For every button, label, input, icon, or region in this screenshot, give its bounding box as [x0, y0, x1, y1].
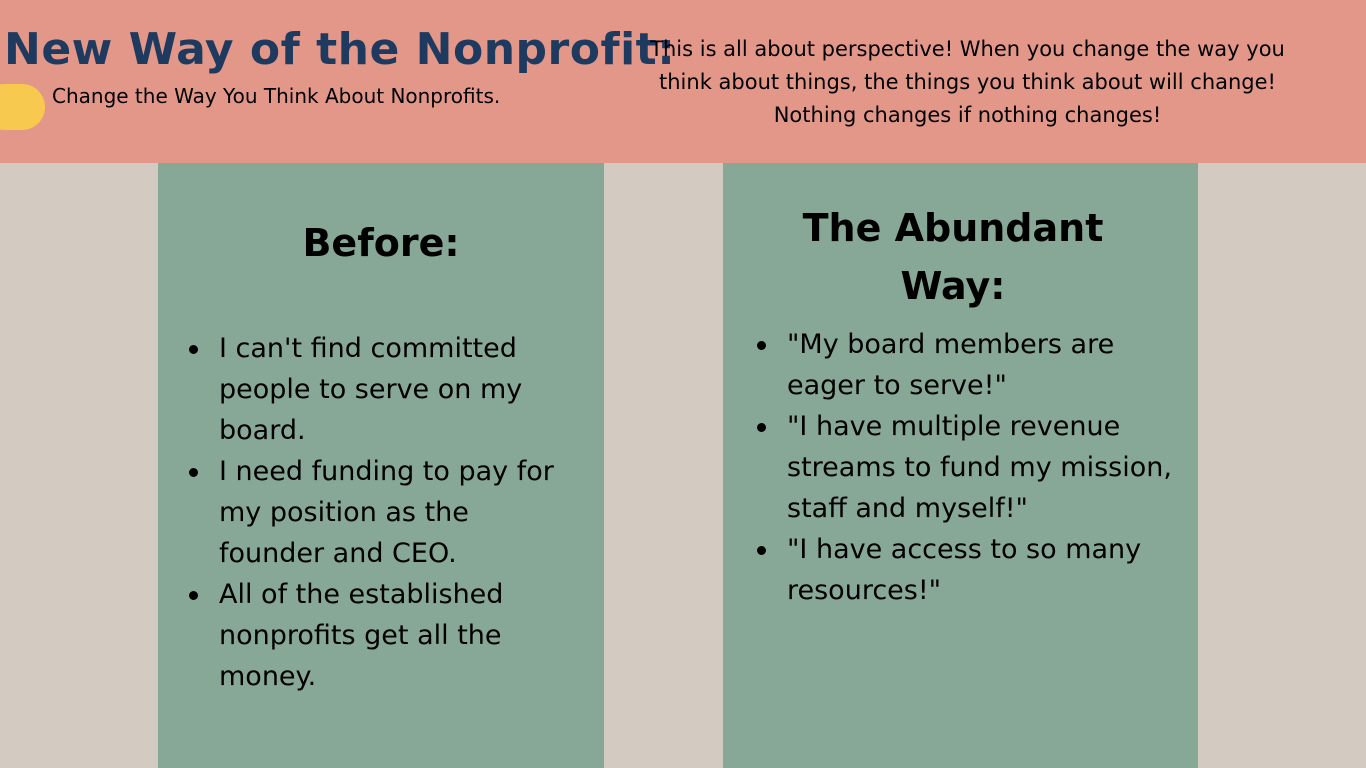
- list-item-text: I can't find committed people to serve on my board.: [219, 333, 523, 446]
- list-item-text: "My board members are eager to serve!": [787, 329, 1115, 401]
- before-heading: Before:: [302, 221, 460, 265]
- intro-text: This is all about perspective! When you change the way you think about things, the things you think about will change! Nothing changes if nothing changes!: [650, 37, 1285, 127]
- abundant-list: [787, 324, 1177, 611]
- accent-pill-shape: [0, 84, 45, 130]
- list-item: [787, 406, 1177, 529]
- list-item: [219, 574, 579, 697]
- page-title: New Way of the Nonprofit:: [4, 24, 676, 75]
- list-item: [219, 451, 579, 574]
- list-item-text: All of the established nonprofits get all the money.: [219, 579, 504, 692]
- bullet-icon: [189, 345, 198, 354]
- bullet-icon: [189, 591, 198, 600]
- bullet-icon: [757, 341, 766, 350]
- list-item: [219, 328, 579, 451]
- bullet-icon: [757, 546, 766, 555]
- header-banner: [0, 0, 1366, 163]
- abundant-heading: The Abundant Way:: [802, 206, 1104, 308]
- list-item-text: "I have access to so many resources!": [787, 534, 1142, 606]
- before-card: [158, 163, 604, 768]
- bullet-icon: [189, 468, 198, 477]
- list-item-text: I need funding to pay for my position as the founder and CEO.: [219, 456, 554, 569]
- page-subtitle: Change the Way You Think About Nonprofits.: [52, 84, 501, 108]
- bullet-icon: [757, 423, 766, 432]
- before-list: [219, 328, 579, 697]
- list-item: [787, 324, 1177, 406]
- list-item-text: "I have multiple revenue streams to fund my mission, staff and myself!": [787, 411, 1172, 524]
- abundant-card: [723, 163, 1198, 768]
- list-item: [787, 529, 1177, 611]
